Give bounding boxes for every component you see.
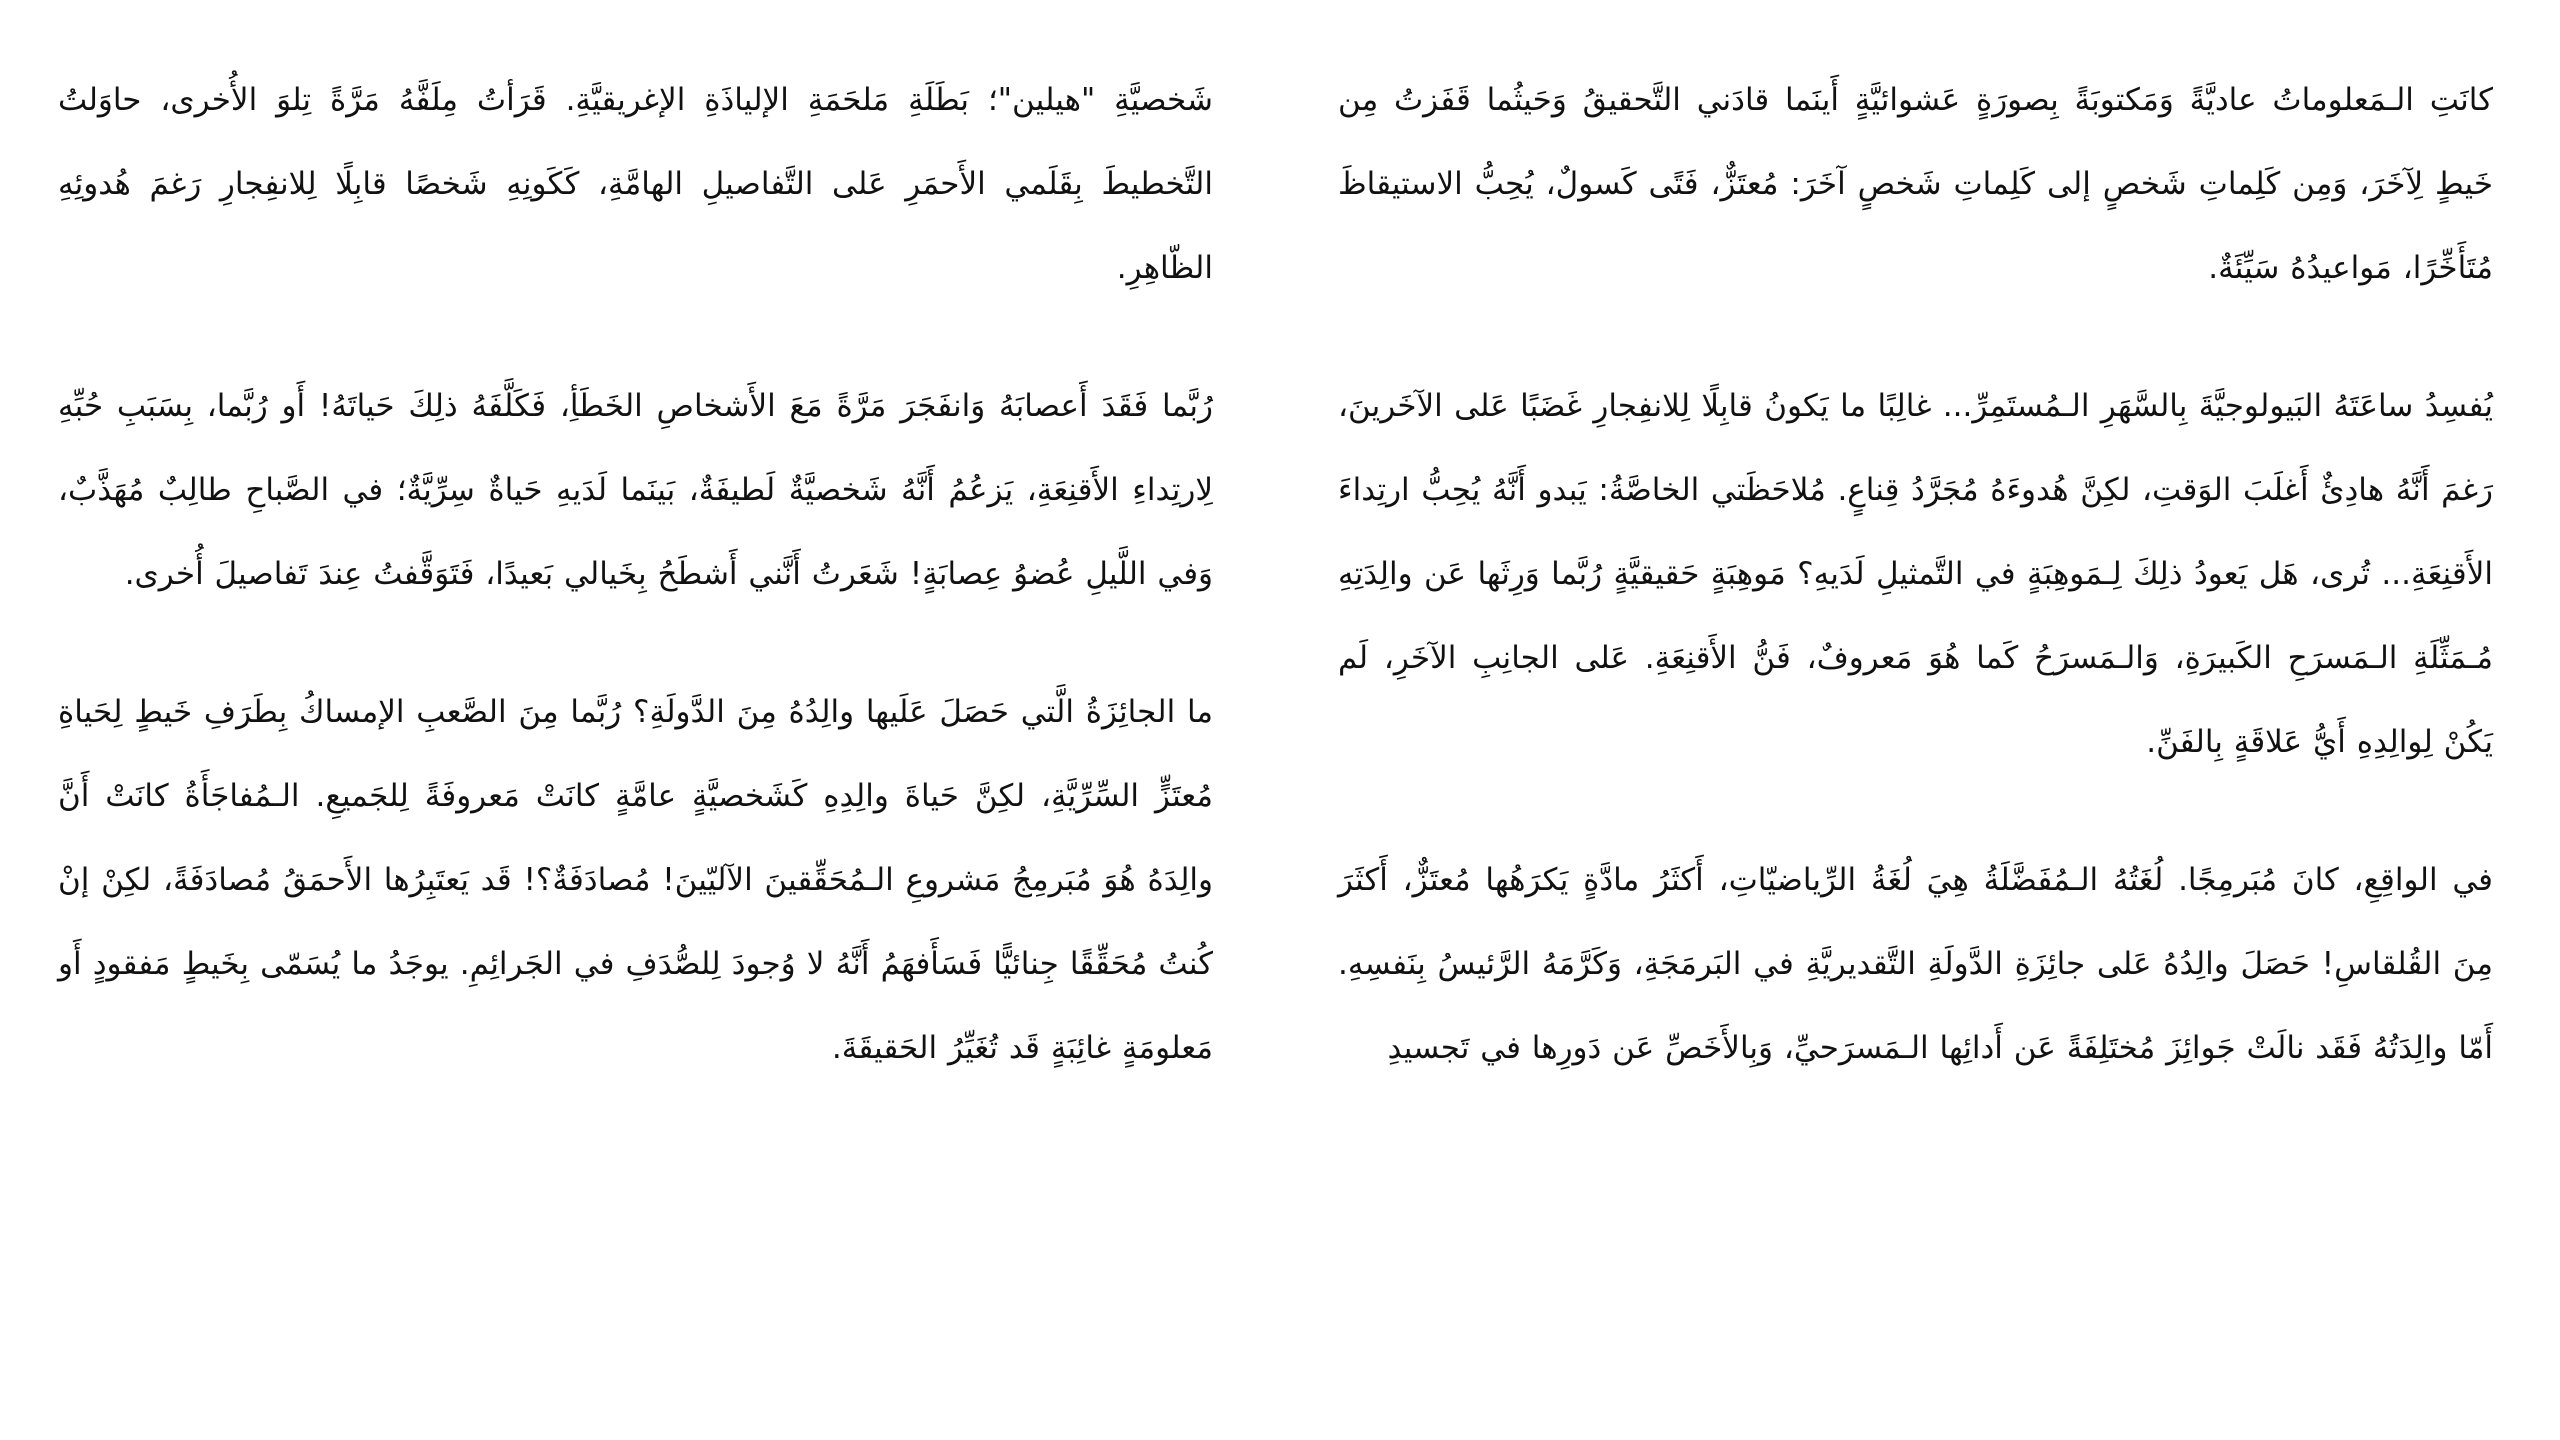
paragraph: يُفسِدُ ساعَتَهُ البَيولوجيَّةَ بِالسَّهَرِ الـمُستَمِرِّ... غالِبًا ما يَكونُ قابِلًا لِلانفِجارِ غَضَبًا عَلى الآخَرينَ، رَغمَ أَنَّهُ هادِئٌ أَغلَبَ الوَقتِ، لكِنَّ هُدوءَهُ مُجَرَّدُ قِناعٍ. مُلاحَظَتي الخاصَّةُ: يَبدو أَنَّهُ يُحِبُّ ارتِداءَ الأَقنِعَةِ... تُرى، هَل يَعودُ ذلِكَ لِـمَوهِبَةٍ في التَّمثيلِ لَدَيهِ؟ مَوهِبَةٍ حَقيقيَّةٍ رُبَّما وَرِثَها عَن والِدَتِهِ مُـمَثِّلَةِ الـمَسرَحِ الكَبيرَةِ، وَالـمَسرَحُ كَما هُوَ مَعروفٌ، فَنُّ الأَقنِعَةِ. عَلى الجانِبِ الآخَرِ، لَم يَكُنْ لِوالِدِهِ أَيُّ عَلاقَةٍ بِالفَنِّ. [1338,388,2493,760]
paragraph: في الواقِعِ، كانَ مُبَرمِجًا. لُغَتُهُ الـمُفَضَّلَةُ هِيَ لُغَةُ الرِّياضيّاتِ، أَكثَرُ مادَّةٍ يَكرَهُها مُعتَزٌّ، أَكثَرَ مِنَ القُلقاسِ! حَصَلَ والِدُهُ عَلى جائِزَةِ الدَّولَةِ التَّقديريَّةِ في البَرمَجَةِ، وَكَرَّمَهُ الرَّئيسُ بِنَفسِهِ. أَمّا والِدَتُهُ فَقَد نالَتْ جَوائِزَ مُختَلِفَةً عَن أَدائِها الـمَسرَحيِّ، وَبِالأَخَصِّ عَن دَورِها في تَجسيدِ [1338,862,2493,1066]
paragraph: كانَتِ الـمَعلوماتُ عاديَّةً وَمَكتوبَةً بِصورَةٍ عَشوائيَّةٍ أَينَما قادَني التَّحقيقُ وَحَيثُما قَفَزتُ مِن خَيطٍ لِآخَرَ، وَمِن كَلِماتِ شَخصٍ إلى كَلِماتِ شَخصٍ آخَرَ: مُعتَزٌّ، فَتًى كَسولٌ، يُحِبُّ الاستيقاظَ مُتَأَخِّرًا، مَواعيدُهُ سَيِّئَةٌ. [1338,82,2493,286]
left-page-column [58,58,1213,1144]
paragraph: شَخصيَّةِ "هيلين"؛ بَطَلَةِ مَلحَمَةِ الإلياذَةِ الإغريقيَّةِ. قَرَأتُ مِلَفَّهُ مَرَّةً تِلوَ الأُخرى، حاوَلتُ التَّخطيطَ بِقَلَمي الأَحمَرِ عَلى التَّفاصيلِ الهامَّةِ، كَكَونِهِ شَخصًا قابِلًا لِلانفِجارِ رَغمَ هُدوئِهِ الظّاهِرِ. [58,82,1213,286]
paragraph: ما الجائِزَةُ الَّتي حَصَلَ عَلَيها والِدُهُ مِنَ الدَّولَةِ؟ رُبَّما مِنَ الصَّعبِ الإمساكُ بِطَرَفِ خَيطٍ لِحَياةِ مُعتَزٍّ السِّرِّيَّةِ، لكِنَّ حَياةَ والِدِهِ كَشَخصيَّةٍ عامَّةٍ كانَتْ مَعروفَةً لِلجَميعِ. الـمُفاجَأَةُ كانَتْ أَنَّ والِدَهُ هُوَ مُبَرمِجُ مَشروعِ الـمُحَقِّقينَ الآليّينَ! مُصادَفَةٌ؟! قَد يَعتَبِرُها الأَحمَقُ مُصادَفَةً، لكِنْ إنْ كُنتُ مُحَقِّقًا جِنائيًّا فَسَأَفهَمُ أَنَّهُ لا وُجودَ لِلصُّدَفِ في الجَرائِمِ. يوجَدُ ما يُسَمّى بِخَيطٍ مَفقودٍ أَو مَعلومَةٍ غائِبَةٍ قَد تُغَيِّرُ الحَقيقَةَ. [58,694,1213,1066]
paragraph: رُبَّما فَقَدَ أَعصابَهُ وَانفَجَرَ مَرَّةً مَعَ الأَشخاصِ الخَطَأِ، فَكَلَّفَهُ ذلِكَ حَياتَهُ! أَو رُبَّما، بِسَبَبِ حُبِّهِ لِارتِداءِ الأَقنِعَةِ، يَزعُمُ أَنَّهُ شَخصيَّةٌ لَطيفَةٌ، بَينَما لَدَيهِ حَياةٌ سِرِّيَّةٌ؛ في الصَّباحِ طالِبٌ مُهَذَّبٌ، وَفي اللَّيلِ عُضوُ عِصابَةٍ! شَعَرتُ أَنَّني أَشطَحُ بِخَيالي بَعيدًا، فَتَوَقَّفتُ عِندَ تَفاصيلَ أُخرى. [58,388,1213,592]
right-page-column [1338,58,2493,1144]
